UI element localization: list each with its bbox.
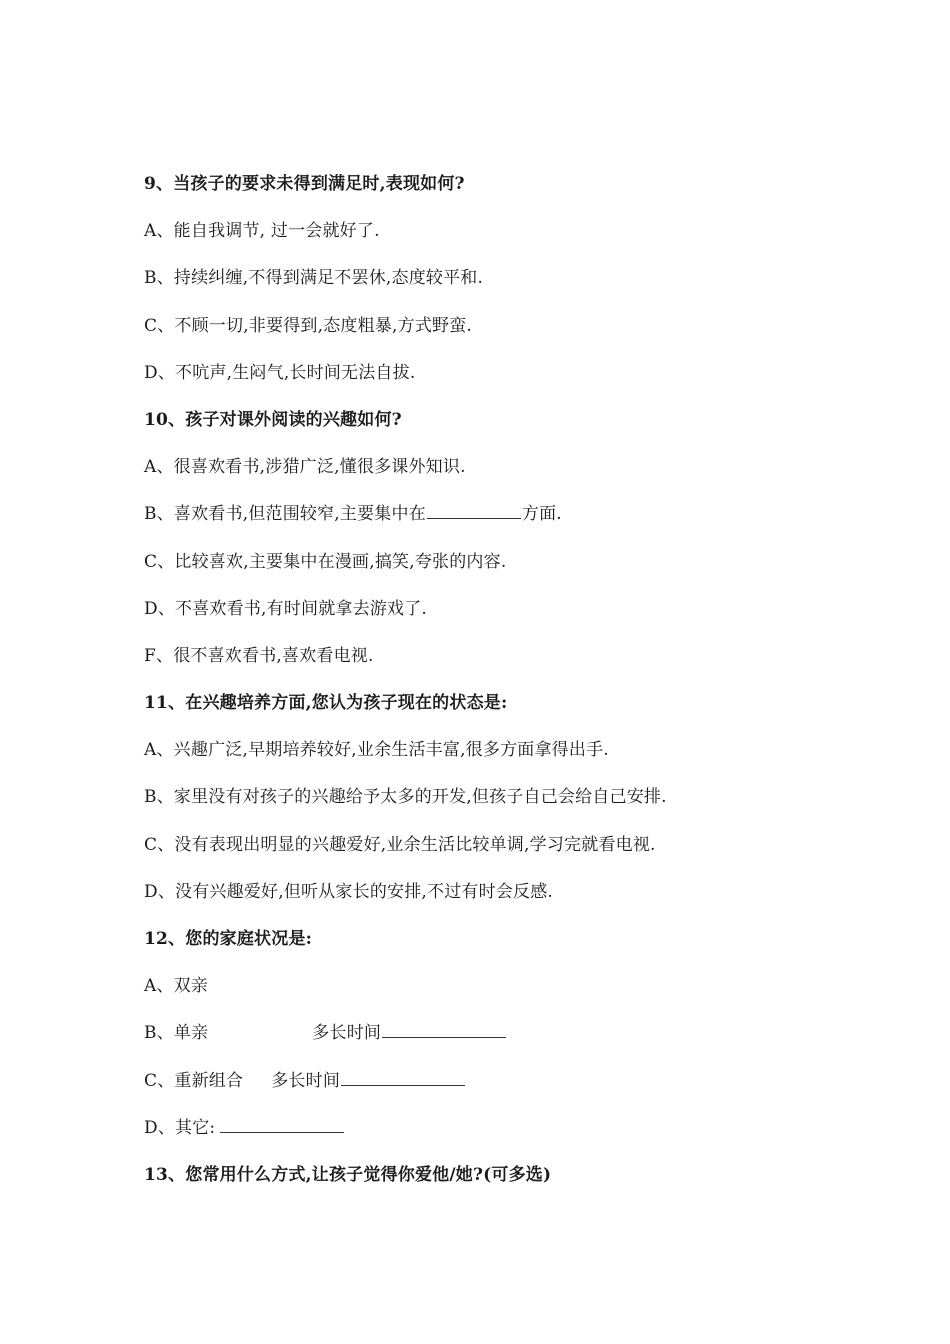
question-10-option-b-suffix: 方面. xyxy=(521,504,562,525)
question-11-option-d: D、没有兴趣爱好,但听从家长的安排,不过有时会反感. xyxy=(144,881,554,902)
question-11-option-a: A、兴趣广泛,早期培养较好,业余生活丰富,很多方面拿得出手. xyxy=(144,740,609,761)
question-13-title: 13、您常用什么方式,让孩子觉得你爱他/她?(可多选) xyxy=(144,1164,552,1185)
question-11-option-c: C、没有表现出明显的兴趣爱好,业余生活比较单调,学习完就看电视. xyxy=(144,834,656,855)
question-10-title: 10、孩子对课外阅读的兴趣如何? xyxy=(144,409,402,430)
question-10-option-f: F、很不喜欢看书,喜欢看电视. xyxy=(144,645,374,666)
question-12-option-c-label: C、重新组合 xyxy=(144,1070,244,1091)
question-10-option-c: C、比较喜欢,主要集中在漫画,搞笑,夸张的内容. xyxy=(144,551,507,572)
question-9-option-b: B、持续纠缠,不得到满足不罢休,态度较平和. xyxy=(144,268,484,289)
question-12-option-d-blank[interactable] xyxy=(220,1112,344,1133)
question-11-title: 11、在兴趣培养方面,您认为孩子现在的状态是: xyxy=(144,693,508,714)
questionnaire-page xyxy=(144,168,904,1206)
question-11-option-b: B、家里没有对孩子的兴趣给予太多的开发,但孩子自己会给自己安排. xyxy=(144,787,667,808)
question-12-option-a: A、双亲 xyxy=(144,976,209,997)
question-12-option-b xyxy=(144,1017,904,1064)
question-12-title: 12、您的家庭状况是: xyxy=(144,929,313,949)
question-12-option-b-label: B、单亲 xyxy=(144,1023,209,1044)
question-9-option-a: A、能自我调节, 过一会就好了. xyxy=(144,221,380,242)
question-10-option-b xyxy=(144,498,904,545)
question-12-option-c-duration-blank[interactable] xyxy=(341,1065,465,1086)
question-12-option-c-duration-label: 多长时间 xyxy=(271,1070,341,1091)
question-10-option-a: A、很喜欢看书,涉猎广泛,懂很多课外知识. xyxy=(144,457,466,478)
question-9-option-d: D、不吭声,生闷气,长时间无法自拔. xyxy=(144,362,416,383)
question-10-option-b-prefix: B、喜欢看书,但范围较窄,主要集中在 xyxy=(144,504,426,525)
question-12-option-d-label: D、其它: xyxy=(144,1117,216,1138)
question-12-option-b-duration-label: 多长时间 xyxy=(312,1023,382,1044)
question-12-option-d xyxy=(144,1112,904,1159)
question-9-option-c: C、不顾一切,非要得到,态度粗暴,方式野蛮. xyxy=(144,315,473,336)
question-9-title: 9、当孩子的要求未得到满足时,表现如何? xyxy=(144,174,465,194)
question-12-option-b-duration-blank[interactable] xyxy=(382,1017,506,1038)
question-10-fill-blank[interactable] xyxy=(427,498,521,519)
question-12-option-c xyxy=(144,1065,904,1112)
question-10-option-d: D、不喜欢看书,有时间就拿去游戏了. xyxy=(144,598,428,619)
